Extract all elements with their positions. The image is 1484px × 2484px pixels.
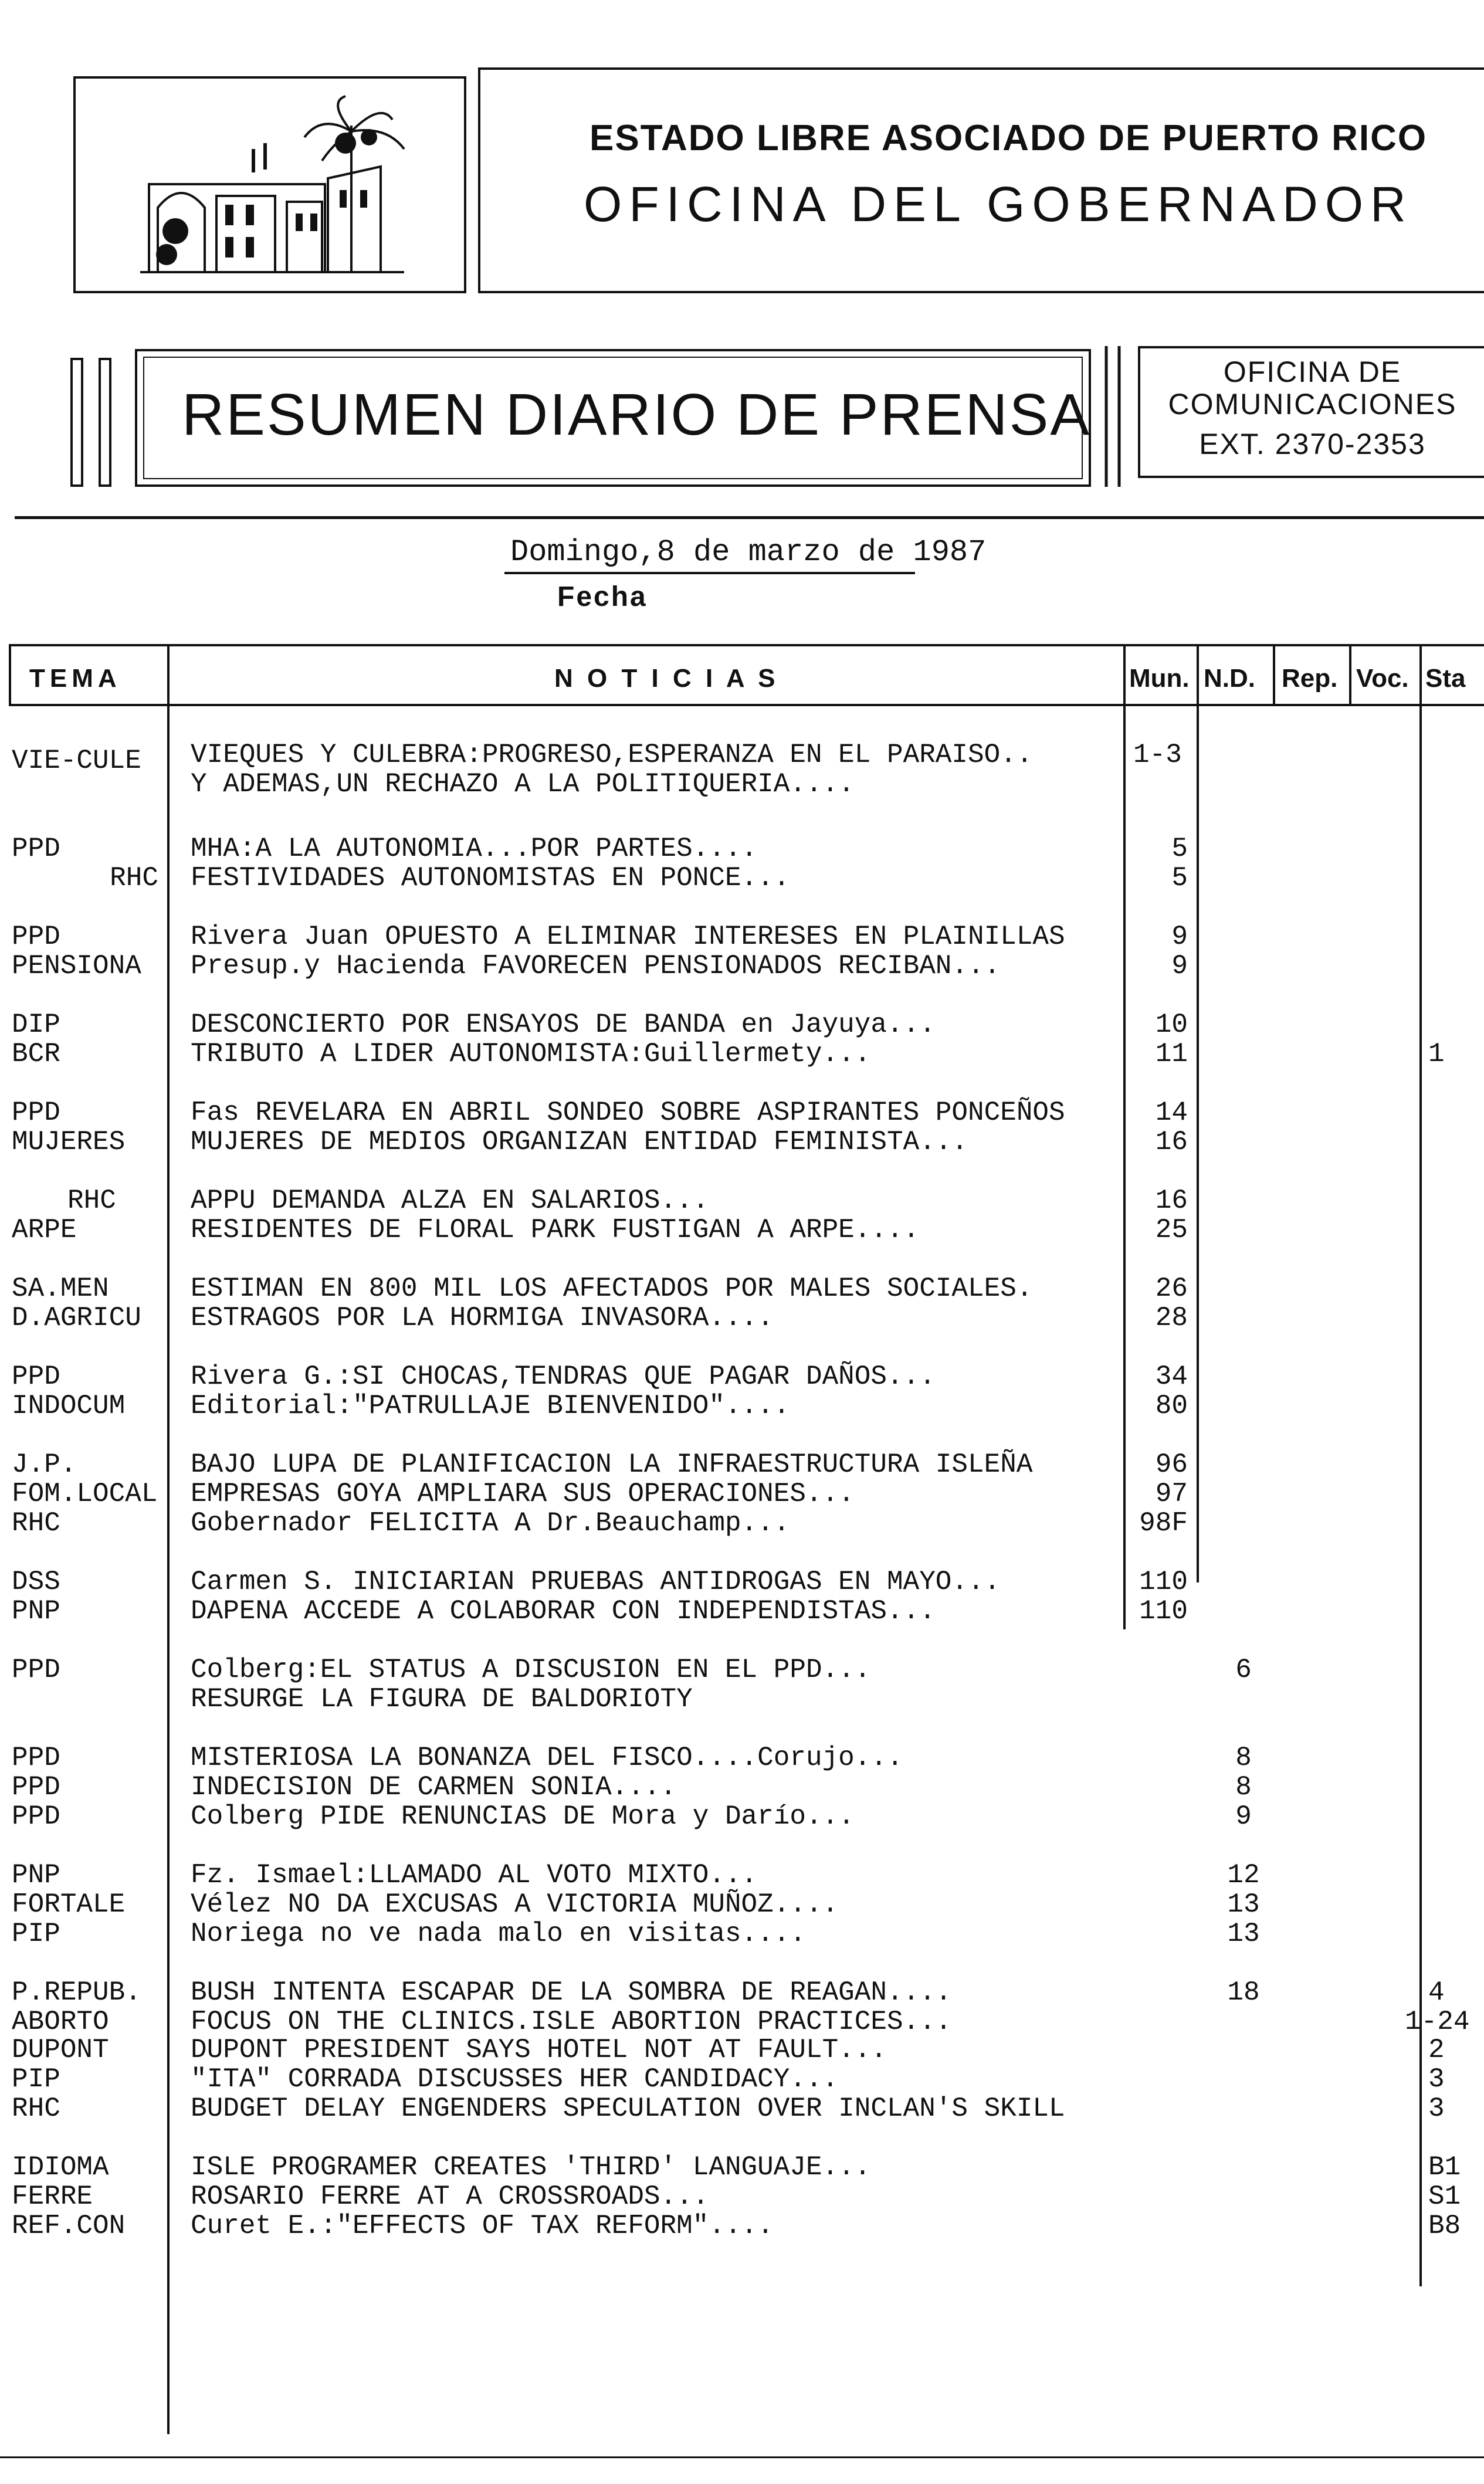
government-building-logo	[76, 79, 464, 291]
row-8-news: TRIBUTO A LIDER AUTONOMISTA:Guillermety...	[191, 1039, 871, 1069]
row-35-tema: IDIOMA	[12, 2152, 109, 2183]
row-6-tema: PENSIONA	[12, 951, 141, 981]
row-13-news: ESTIMAN EN 800 MIL LOS AFECTADOS POR MALES SOCIALES.	[191, 1273, 1033, 1304]
column-header-noticias: N O T I C I A S	[554, 664, 779, 693]
row-35-news: ISLE PROGRAMER CREATES 'THIRD' LANGUAJE...	[191, 2152, 871, 2183]
state-name: ESTADO LIBRE ASOCIADO DE PUERTO RICO	[589, 118, 1428, 158]
row-29-tema: PIP	[12, 1919, 60, 1949]
row-17-news: BAJO LUPA DE PLANIFICACION LA INFRAESTRUCTURA ISLEÑA	[191, 1449, 1033, 1480]
row-27-news: Fz. Ismael:LLAMADO AL VOTO MIXTO...	[191, 1860, 758, 1890]
mun-divider	[1123, 644, 1126, 1629]
double-bar-right	[1103, 346, 1126, 487]
row-1-news: VIEQUES Y CULEBRA:PROGRESO,ESPERANZA EN EL PARAISO..	[191, 740, 1033, 770]
nd-divider	[1197, 644, 1199, 1582]
column-header-voc: Voc.	[1356, 664, 1409, 693]
row-15-mun: 34	[1155, 1361, 1188, 1392]
row-4-mun: 5	[1171, 863, 1188, 893]
row-1-tema: VIE-CULE	[12, 745, 141, 776]
comm-line-1: OFICINA DE	[1223, 355, 1402, 388]
row-28-nd: 13	[1227, 1889, 1260, 1920]
row-19-mun: 98F	[1139, 1508, 1188, 1538]
row-26-nd: 9	[1235, 1801, 1252, 1832]
row-14-news: ESTRAGOS POR LA HORMIGA INVASORA....	[191, 1303, 774, 1333]
row-4-news: FESTIVIDADES AUTONOMISTAS EN PONCE...	[191, 863, 790, 893]
column-header-mun: Mun.	[1129, 664, 1190, 693]
row-5-tema: PPD	[12, 921, 60, 952]
row-3-tema: PPD	[12, 833, 60, 864]
row-37-news: Curet E.:"EFFECTS OF TAX REFORM"....	[191, 2211, 774, 2241]
row-18-mun: 97	[1155, 1479, 1188, 1509]
date-label: Fecha	[557, 581, 648, 612]
star-divider	[1419, 644, 1422, 2286]
row-22-news: Colberg:EL STATUS A DISCUSION EN EL PPD...	[191, 1655, 871, 1685]
date-value: Domingo,8 de marzo de 1987	[510, 535, 987, 570]
row-23-news: RESURGE LA FIGURA DE BALDORIOTY	[191, 1684, 693, 1714]
row-16-mun: 80	[1155, 1391, 1188, 1421]
row-10-news: MUJERES DE MEDIOS ORGANIZAN ENTIDAD FEMINISTA...	[191, 1127, 968, 1157]
row-8-tema: BCR	[12, 1039, 60, 1069]
row-20-mun: 110	[1139, 1567, 1188, 1597]
row-16-news: Editorial:"PATRULLAJE BIENVENIDO"....	[191, 1391, 790, 1421]
row-20-tema: DSS	[12, 1567, 60, 1597]
row-30-star: 4	[1428, 1977, 1445, 2008]
row-14-tema: D.AGRICU	[12, 1303, 141, 1333]
double-bar-left	[70, 358, 117, 487]
row-30-news: BUSH INTENTA ESCAPAR DE LA SOMBRA DE REAGAN....	[191, 1977, 952, 2008]
column-header-tema: TEMA	[29, 664, 121, 693]
row-20-news: Carmen S. INICIARIAN PRUEBAS ANTIDROGAS EN MAYO...	[191, 1567, 1001, 1597]
row-36-star: S1	[1428, 2181, 1461, 2212]
logo-frame	[73, 76, 466, 293]
row-37-star: B8	[1428, 2211, 1461, 2241]
row-10-mun: 16	[1155, 1127, 1188, 1157]
row-4-tema: RHC	[110, 863, 158, 893]
rep-divider	[1273, 644, 1275, 706]
row-19-news: Gobernador FELICITA A Dr.Beauchamp...	[191, 1508, 790, 1538]
row-32-news: DUPONT PRESIDENT SAYS HOTEL NOT AT FAULT...	[191, 2035, 887, 2065]
row-11-tema: RHC	[67, 1185, 116, 1216]
row-6-news: Presup.y Hacienda FAVORECEN PENSIONADOS RECIBAN...	[191, 951, 1001, 981]
row-36-news: ROSARIO FERRE AT A CROSSROADS...	[191, 2181, 709, 2212]
row-11-news: APPU DEMANDA ALZA EN SALARIOS...	[191, 1185, 709, 1216]
row-8-star: 1	[1428, 1039, 1445, 1069]
office-name: OFICINA DEL GOBERNADOR	[584, 177, 1413, 232]
row-21-tema: PNP	[12, 1596, 60, 1626]
column-header-star: Sta	[1425, 664, 1466, 693]
row-27-tema: PNP	[12, 1860, 60, 1890]
row-18-news: EMPRESAS GOYA AMPLIARA SUS OPERACIONES...	[191, 1479, 855, 1509]
row-29-news: Noriega no ve nada malo en visitas....	[191, 1919, 806, 1949]
row-24-news: MISTERIOSA LA BONANZA DEL FISCO....Corujo...	[191, 1743, 903, 1773]
row-2-news: Y ADEMAS,UN RECHAZO A LA POLITIQUERIA....	[191, 769, 855, 799]
row-7-news: DESCONCIERTO POR ENSAYOS DE BANDA en Jayuya...	[191, 1009, 936, 1040]
row-25-tema: PPD	[12, 1772, 60, 1802]
row-12-mun: 25	[1155, 1215, 1188, 1245]
row-7-mun: 10	[1155, 1009, 1188, 1040]
row-35-star: B1	[1428, 2152, 1461, 2183]
row-3-mun: 5	[1171, 833, 1188, 864]
row-13-mun: 26	[1155, 1273, 1188, 1304]
row-24-nd: 8	[1235, 1743, 1252, 1773]
row-28-tema: FORTALE	[12, 1889, 126, 1920]
row-28-news: Vélez NO DA EXCUSAS A VICTORIA MUÑOZ....	[191, 1889, 839, 1920]
row-6-mun: 9	[1171, 951, 1188, 981]
row-34-star: 3	[1428, 2093, 1445, 2124]
tema-divider	[167, 644, 170, 2434]
row-34-tema: RHC	[12, 2093, 60, 2124]
row-18-tema: FOM.LOCAL	[12, 1479, 158, 1509]
row-11-mun: 16	[1155, 1185, 1188, 1216]
row-9-tema: PPD	[12, 1097, 60, 1128]
row-31-star: 1-24	[1405, 2007, 1470, 2037]
table-left-edge	[9, 644, 11, 706]
row-3-news: MHA:A LA AUTONOMIA...POR PARTES....	[191, 833, 758, 864]
row-22-nd: 6	[1235, 1655, 1252, 1685]
row-19-tema: RHC	[12, 1508, 60, 1538]
row-37-tema: REF.CON	[12, 2211, 126, 2241]
row-33-tema: PIP	[12, 2064, 60, 2095]
table-header-rule	[9, 704, 1484, 706]
row-30-nd: 18	[1227, 1977, 1260, 2008]
row-5-mun: 9	[1171, 921, 1188, 952]
comm-extension: EXT. 2370-2353	[1199, 428, 1426, 460]
row-12-tema: ARPE	[12, 1215, 77, 1245]
row-5-news: Rivera Juan OPUESTO A ELIMINAR INTERESES EN PLAINILLAS	[191, 921, 1065, 952]
row-9-news: Fas REVELARA EN ABRIL SONDEO SOBRE ASPIRANTES PONCEÑOS	[191, 1097, 1065, 1128]
row-7-tema: DIP	[12, 1009, 60, 1040]
row-8-mun: 11	[1155, 1039, 1188, 1069]
date-underline	[504, 572, 915, 574]
voc-divider	[1349, 644, 1351, 706]
row-14-mun: 28	[1155, 1303, 1188, 1333]
row-29-nd: 13	[1227, 1919, 1260, 1949]
row-16-tema: INDOCUM	[12, 1391, 126, 1421]
header-rule	[15, 516, 1484, 519]
column-header-rep: Rep.	[1282, 664, 1338, 693]
row-25-news: INDECISION DE CARMEN SONIA....	[191, 1772, 677, 1802]
row-15-tema: PPD	[12, 1361, 60, 1392]
row-26-tema: PPD	[12, 1801, 60, 1832]
row-9-mun: 14	[1155, 1097, 1188, 1128]
row-1-mun: 1-3	[1133, 740, 1182, 770]
table-top-rule	[9, 644, 1484, 646]
row-10-tema: MUJERES	[12, 1127, 126, 1157]
row-21-news: DAPENA ACCEDE A COLABORAR CON INDEPENDISTAS...	[191, 1596, 936, 1626]
page-title: RESUMEN DIARIO DE PRENSA	[182, 382, 1092, 448]
comm-line-2: COMUNICACIONES	[1168, 388, 1457, 421]
row-17-tema: J.P.	[12, 1449, 77, 1480]
footer-rule	[0, 2456, 1484, 2458]
row-30-tema: P.REPUB.	[12, 1977, 141, 2008]
row-17-mun: 96	[1155, 1449, 1188, 1480]
row-31-news: FOCUS ON THE CLINICS.ISLE ABORTION PRACTICES...	[191, 2007, 952, 2037]
row-15-news: Rivera G.:SI CHOCAS,TENDRAS QUE PAGAR DAÑOS...	[191, 1361, 936, 1392]
row-26-news: Colberg PIDE RENUNCIAS DE Mora y Darío...	[191, 1801, 855, 1832]
row-32-star: 2	[1428, 2035, 1445, 2065]
row-33-news: "ITA" CORRADA DISCUSSES HER CANDIDACY...	[191, 2064, 839, 2095]
row-13-tema: SA.MEN	[12, 1273, 109, 1304]
row-22-tema: PPD	[12, 1655, 60, 1685]
row-34-news: BUDGET DELAY ENGENDERS SPECULATION OVER INCLAN'S SKILL	[191, 2093, 1065, 2124]
row-32-tema: DUPONT	[12, 2035, 109, 2065]
row-24-tema: PPD	[12, 1743, 60, 1773]
row-12-news: RESIDENTES DE FLORAL PARK FUSTIGAN A ARPE....	[191, 1215, 920, 1245]
column-header-nd: N.D.	[1204, 664, 1255, 693]
row-36-tema: FERRE	[12, 2181, 93, 2212]
row-31-tema: ABORTO	[12, 2007, 109, 2037]
row-25-nd: 8	[1235, 1772, 1252, 1802]
row-21-mun: 110	[1139, 1596, 1188, 1626]
row-33-star: 3	[1428, 2064, 1445, 2095]
row-27-nd: 12	[1227, 1860, 1260, 1890]
